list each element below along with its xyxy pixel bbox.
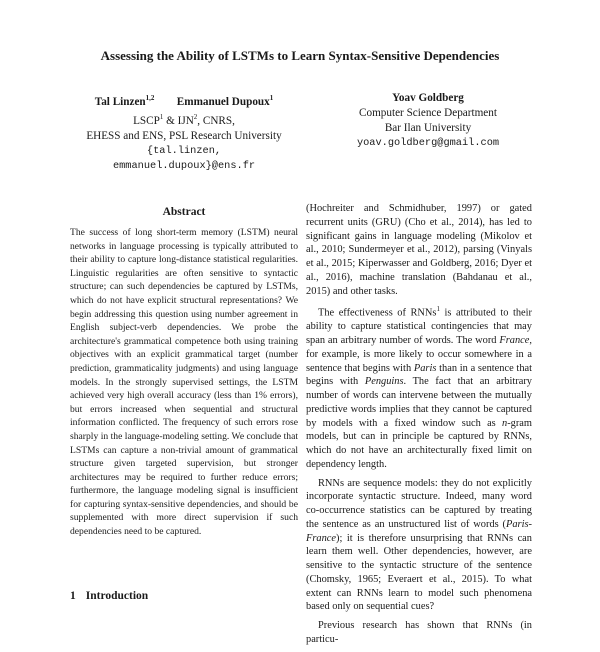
email-right[interactable]: yoav.goldberg@gmail.com xyxy=(356,137,500,149)
abstract-body: The success of long short-term memory (LSTM) neural networks in language processing is typically attributed to their ability to capture long-distance statistical regularities. Linguistic regularities are often sensitive to syntactic structure; can such dependencies be captured by LSTMs, which do not have explicit structural representations? We begin addressing this question using number agreement in English subject-verb dependencies. We probe the architecture's grammatical competence both using training objectives with an explicit grammatical target (number prediction, grammaticality judgments) and using language models. In the strongly supervised settings, the LSTM achieved very high overall accuracy (less than 1% errors), but errors increased when sequential and structural information conflicted. The frequency of such errors rose sharply in the language-modeling setting. We conclude that LSTMs can capture a non-trivial amount of grammatical structure given targeted supervision, but stronger architectures may be required to further reduce errors; furthermore, the language modeling signal is insufficient for capturing syntax-sensitive dependencies, and should be supplemented with more direct supervision if such dependencies need to be captured. xyxy=(70,227,298,538)
section-number: 1 xyxy=(70,590,76,602)
paragraph-3: RNNs are sequence models: they do not explicitly incorporate syntactic structure. Indeed, many word co-occurrence statistics can be captured by treating the sentence as an unstructured list of words (Paris-France); it is therefore unsurprising that RNNs can learn them well. Other dependencies, however, are sensitive to the syntactic structure of the sentence (Chomsky, 1965; Everaert et al., 2015). To what extent can RNNs learn to model such phenomena based only on sequential cues? xyxy=(306,477,532,613)
authors-left xyxy=(56,91,312,174)
affiliation-right-line2: Bar Ilan University xyxy=(384,122,472,134)
affiliation-left-line2: EHESS and ENS, PSL Research University xyxy=(86,130,282,142)
abstract-heading: Abstract xyxy=(162,206,206,218)
paragraph-2: The effectiveness of RNNs$^1$ is attributed to their ability to capture statistical contingencies that may span an arbitrary number of words. The word France, for example, is more likely to occur somewhere in a sentence that begins with Paris than in a sentence that begins with Penguins. The fact that an arbitrary number of words can intervene between the mutually predictive words implies that they cannot be captured by models with a fixed window such as n-gram models, but can in principle be captured by RNNs, which do not have an architecturally fixed limit on dependency length. xyxy=(306,305,533,470)
affiliation-left-line1: LSCP$^1$ & IJN$^2$, CNRS, xyxy=(133,113,235,127)
author-sup-dupoux: 1 xyxy=(269,94,274,102)
section-title: Introduction xyxy=(85,590,149,602)
section-heading-introduction xyxy=(70,590,158,602)
email-left-line2[interactable]: emmanuel.dupoux}@ens.fr xyxy=(112,160,256,172)
author-name-dupoux: Emmanuel Dupoux xyxy=(176,96,270,108)
paper-title: Assessing the Ability of LSTMs to Learn Syntax-Sensitive Dependencies xyxy=(100,48,500,63)
right-column xyxy=(306,202,532,652)
author-name-linzen: Tal Linzen xyxy=(94,96,146,108)
author-name-goldberg: Yoav Goldberg xyxy=(392,92,464,104)
paragraph-4: Previous research has shown that RNNs (in particu- xyxy=(306,620,532,645)
authors-right xyxy=(310,91,546,151)
author-sup-linzen: 1,2 xyxy=(145,94,155,102)
affiliation-right-line1: Computer Science Department xyxy=(359,107,497,119)
author-names-left xyxy=(56,91,312,110)
paragraph-1: (Hochreiter and Schmidhuber, 1997) or gated recurrent units (GRU) (Cho et al., 2014), has led to significant gains in language modeling (Mikolov et al., 2010; Sundermeyer et al., 2012), parsing (Vinyals et al., 2015; Kiperwasser and Goldberg, 2016; Dyer et al., 2016), machine translation (Bahdanau et al., 2015) and other tasks. xyxy=(306,203,532,297)
email-left-line1[interactable]: {tal.linzen, xyxy=(146,145,222,157)
